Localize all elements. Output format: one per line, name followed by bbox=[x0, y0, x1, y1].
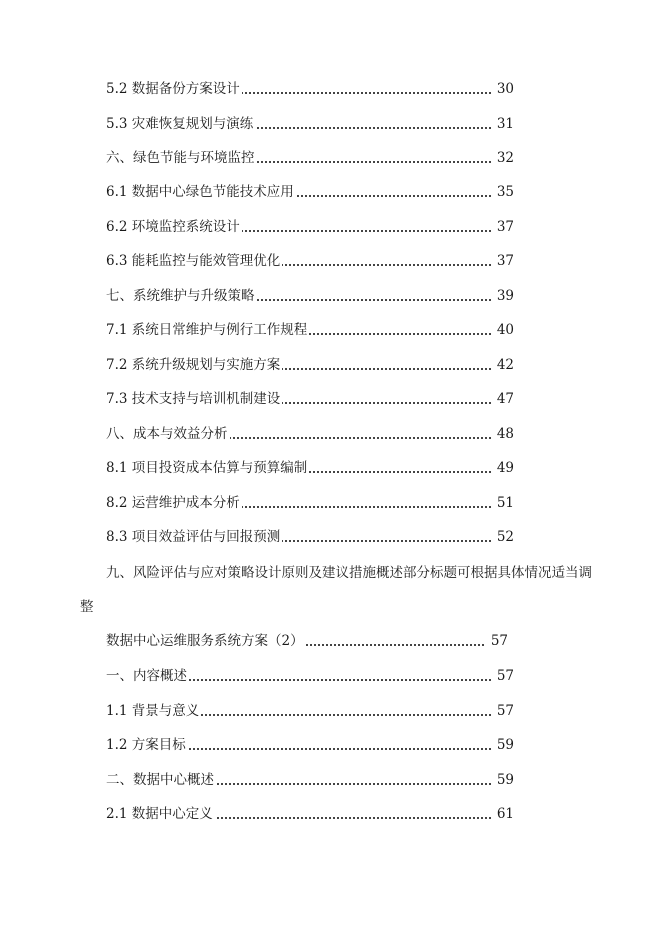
toc-entry[interactable] bbox=[106, 113, 514, 135]
toc-entry[interactable] bbox=[106, 734, 514, 756]
toc-entry-title: 8.2 运营维护成本分析 bbox=[106, 492, 242, 514]
toc-entry-page: 52 bbox=[491, 526, 514, 548]
toc-entry-page: 39 bbox=[491, 285, 514, 307]
toc-entry-page: 57 bbox=[491, 665, 514, 687]
toc-entry[interactable] bbox=[106, 423, 514, 445]
toc-entry-page: 61 bbox=[491, 803, 514, 825]
toc-entry-title: 一、内容概述 bbox=[106, 665, 189, 687]
toc-entry[interactable] bbox=[106, 388, 514, 410]
toc-entry-page: 42 bbox=[491, 354, 514, 376]
toc-entry[interactable] bbox=[106, 216, 514, 238]
toc-entry-title: 5.3 灾难恢复规划与演练 bbox=[106, 113, 255, 135]
toc-entry-page: 37 bbox=[491, 216, 514, 238]
toc-entry[interactable] bbox=[106, 78, 514, 100]
toc-entry-title: 7.2 系统升级规划与实施方案 bbox=[106, 354, 282, 376]
toc-entry-page: 59 bbox=[491, 769, 514, 791]
toc-entry[interactable] bbox=[106, 147, 514, 169]
toc-entry-page: 59 bbox=[491, 734, 514, 756]
toc-entry[interactable] bbox=[106, 354, 514, 376]
toc-entry[interactable] bbox=[106, 630, 508, 652]
toc-entry-page: 30 bbox=[491, 78, 514, 100]
toc-entry[interactable] bbox=[106, 457, 514, 479]
toc-heading-wrapped-line-1[interactable]: 九、风险评估与应对策略设计原则及建议措施概述部分标题可根据具体情况适当调 bbox=[106, 565, 592, 581]
toc-entry-title: 1.1 背景与意义 bbox=[106, 700, 201, 722]
toc-entry[interactable] bbox=[106, 319, 514, 341]
toc-entry[interactable] bbox=[106, 492, 514, 514]
toc-entry-page: 47 bbox=[491, 388, 514, 410]
toc-entry-page: 35 bbox=[491, 181, 514, 203]
toc-entry-title: 1.2 方案目标 bbox=[106, 734, 188, 756]
toc-entry-page: 40 bbox=[491, 319, 514, 341]
toc-entry-title: 6.3 能耗监控与能效管理优化 bbox=[106, 250, 282, 272]
toc-entry-page: 49 bbox=[491, 457, 514, 479]
toc-entry-title: 二、数据中心概述 bbox=[106, 769, 216, 791]
toc-entry-title: 5.2 数据备份方案设计 bbox=[106, 78, 242, 100]
toc-entry-page: 57 bbox=[485, 630, 508, 652]
toc-entry-title: 8.3 项目效益评估与回报预测 bbox=[106, 526, 282, 548]
toc-entry-title: 6.1 数据中心绿色节能技术应用 bbox=[106, 181, 296, 203]
toc-entry[interactable] bbox=[106, 769, 514, 791]
toc-entry-title: 六、绿色节能与环境监控 bbox=[106, 147, 257, 169]
toc-entry[interactable] bbox=[106, 700, 514, 722]
toc-entry[interactable] bbox=[106, 181, 514, 203]
toc-entry[interactable] bbox=[106, 250, 514, 272]
toc-entry[interactable] bbox=[106, 285, 514, 307]
toc-entry-title: 8.1 项目投资成本估算与预算编制 bbox=[106, 457, 309, 479]
toc-entry-title: 7.3 技术支持与培训机制建设 bbox=[106, 388, 282, 410]
toc-entry[interactable] bbox=[106, 665, 514, 687]
toc-entry-title: 八、成本与效益分析 bbox=[106, 423, 230, 445]
toc-entry-page: 31 bbox=[491, 113, 514, 135]
toc-entry[interactable] bbox=[106, 803, 514, 825]
toc-entry[interactable] bbox=[106, 526, 514, 548]
toc-entry-page: 32 bbox=[491, 147, 514, 169]
toc-entry-title: 七、系统维护与升级策略 bbox=[106, 285, 257, 307]
toc-entry-page: 37 bbox=[491, 250, 514, 272]
toc-entry-title: 数据中心运维服务系统方案（2） bbox=[106, 630, 306, 652]
toc-heading-wrapped-line-2[interactable]: 整 bbox=[80, 599, 94, 615]
toc-entry-title: 7.1 系统日常维护与例行工作规程 bbox=[106, 319, 309, 341]
toc-entry-title: 6.2 环境监控系统设计 bbox=[106, 216, 242, 238]
toc-entry-title: 2.1 数据中心定义 bbox=[106, 803, 215, 825]
toc-entry-page: 57 bbox=[491, 700, 514, 722]
toc-entry-page: 51 bbox=[491, 492, 514, 514]
toc-entry-page: 48 bbox=[491, 423, 514, 445]
